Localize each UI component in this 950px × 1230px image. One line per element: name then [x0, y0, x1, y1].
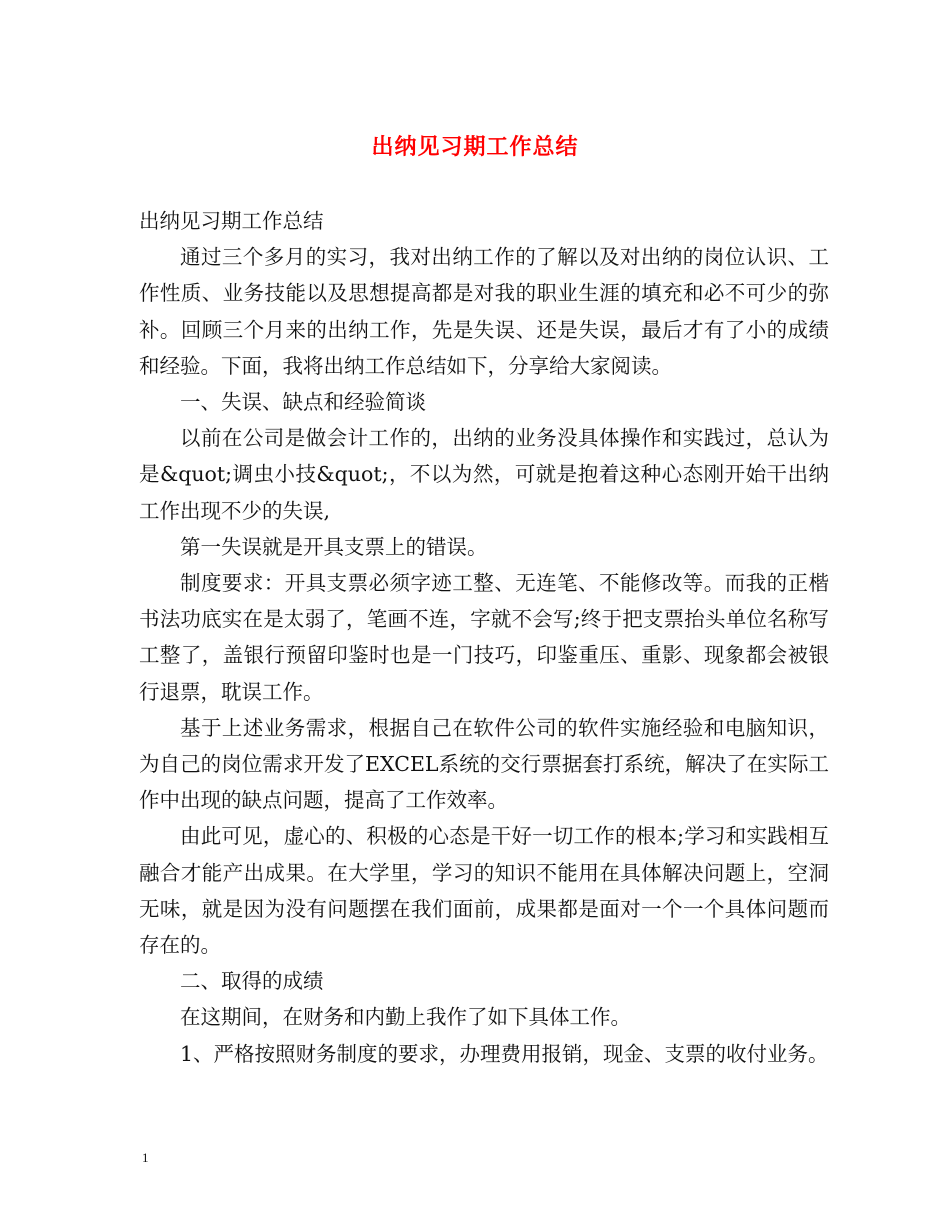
paragraph-reflection: 由此可见，虚心的、积极的心态是干好一切工作的根本;学习和实践相互融合才能产出成果。在大学里，学习的知识不能用在具体解决问题上，空洞无味，就是因为没有问题摆在我们面前，成果都是面对一个一个具体问题而存在的。 [139, 824, 829, 958]
paragraph-background: 以前在公司是做会计工作的，出纳的业务没具体操作和实践过，总认为是&quot;调虫小技&quot;，不以为然，可就是抱着这种心态刚开始干出纳工作出现不少的失误, [139, 426, 829, 523]
paragraph-work-intro: 在这期间，在财务和内勤上我作了如下具体工作。 [180, 1005, 631, 1030]
paragraph-first-mistake: 第一失误就是开具支票上的错误。 [180, 534, 488, 559]
paragraph-solution: 基于上述业务需求，根据自己在软件公司的软件实施经验和电脑知识，为自己的岗位需求开发了EXCEL系统的交行票据套打系统，解决了在实际工作中出现的缺点问题，提高了工作效率。 [139, 715, 829, 813]
page-number: 1 [142, 1150, 149, 1165]
document-title: 出纳见习期工作总结 [371, 134, 579, 160]
paragraph-intro: 通过三个多月的实习，我对出纳工作的了解以及对出纳的岗位认识、工作性质、业务技能以及思想提高都是对我的职业生涯的填充和必不可少的弥补。回顾三个月来的出纳工作，先是失误、还是失误，最后才有了小的成绩和经验。下面，我将出纳工作总结如下，分享给大家阅读。 [139, 245, 829, 378]
document-body [139, 203, 829, 1072]
paragraph-subtitle: 出纳见习期工作总结 [139, 209, 324, 233]
paragraph-item-1: 1、严格按照财务制度的要求，办理费用报销，现金、支票的收付业务。 [180, 1041, 829, 1066]
section-heading-achievements: 二、取得的成绩 [180, 969, 324, 994]
paragraph-rules: 制度要求：开具支票必须字迹工整、无连笔、不能修改等。而我的正楷书法功底实在是太弱了，笔画不连，字就不会写;终于把支票抬头单位名称写工整了，盖银行预留印鉴时也是一门技巧，印鉴重压、重影、现象都会被银行退票，耽误工作。 [139, 571, 829, 704]
section-heading-mistakes: 一、失误、缺点和经验简谈 [180, 390, 426, 415]
